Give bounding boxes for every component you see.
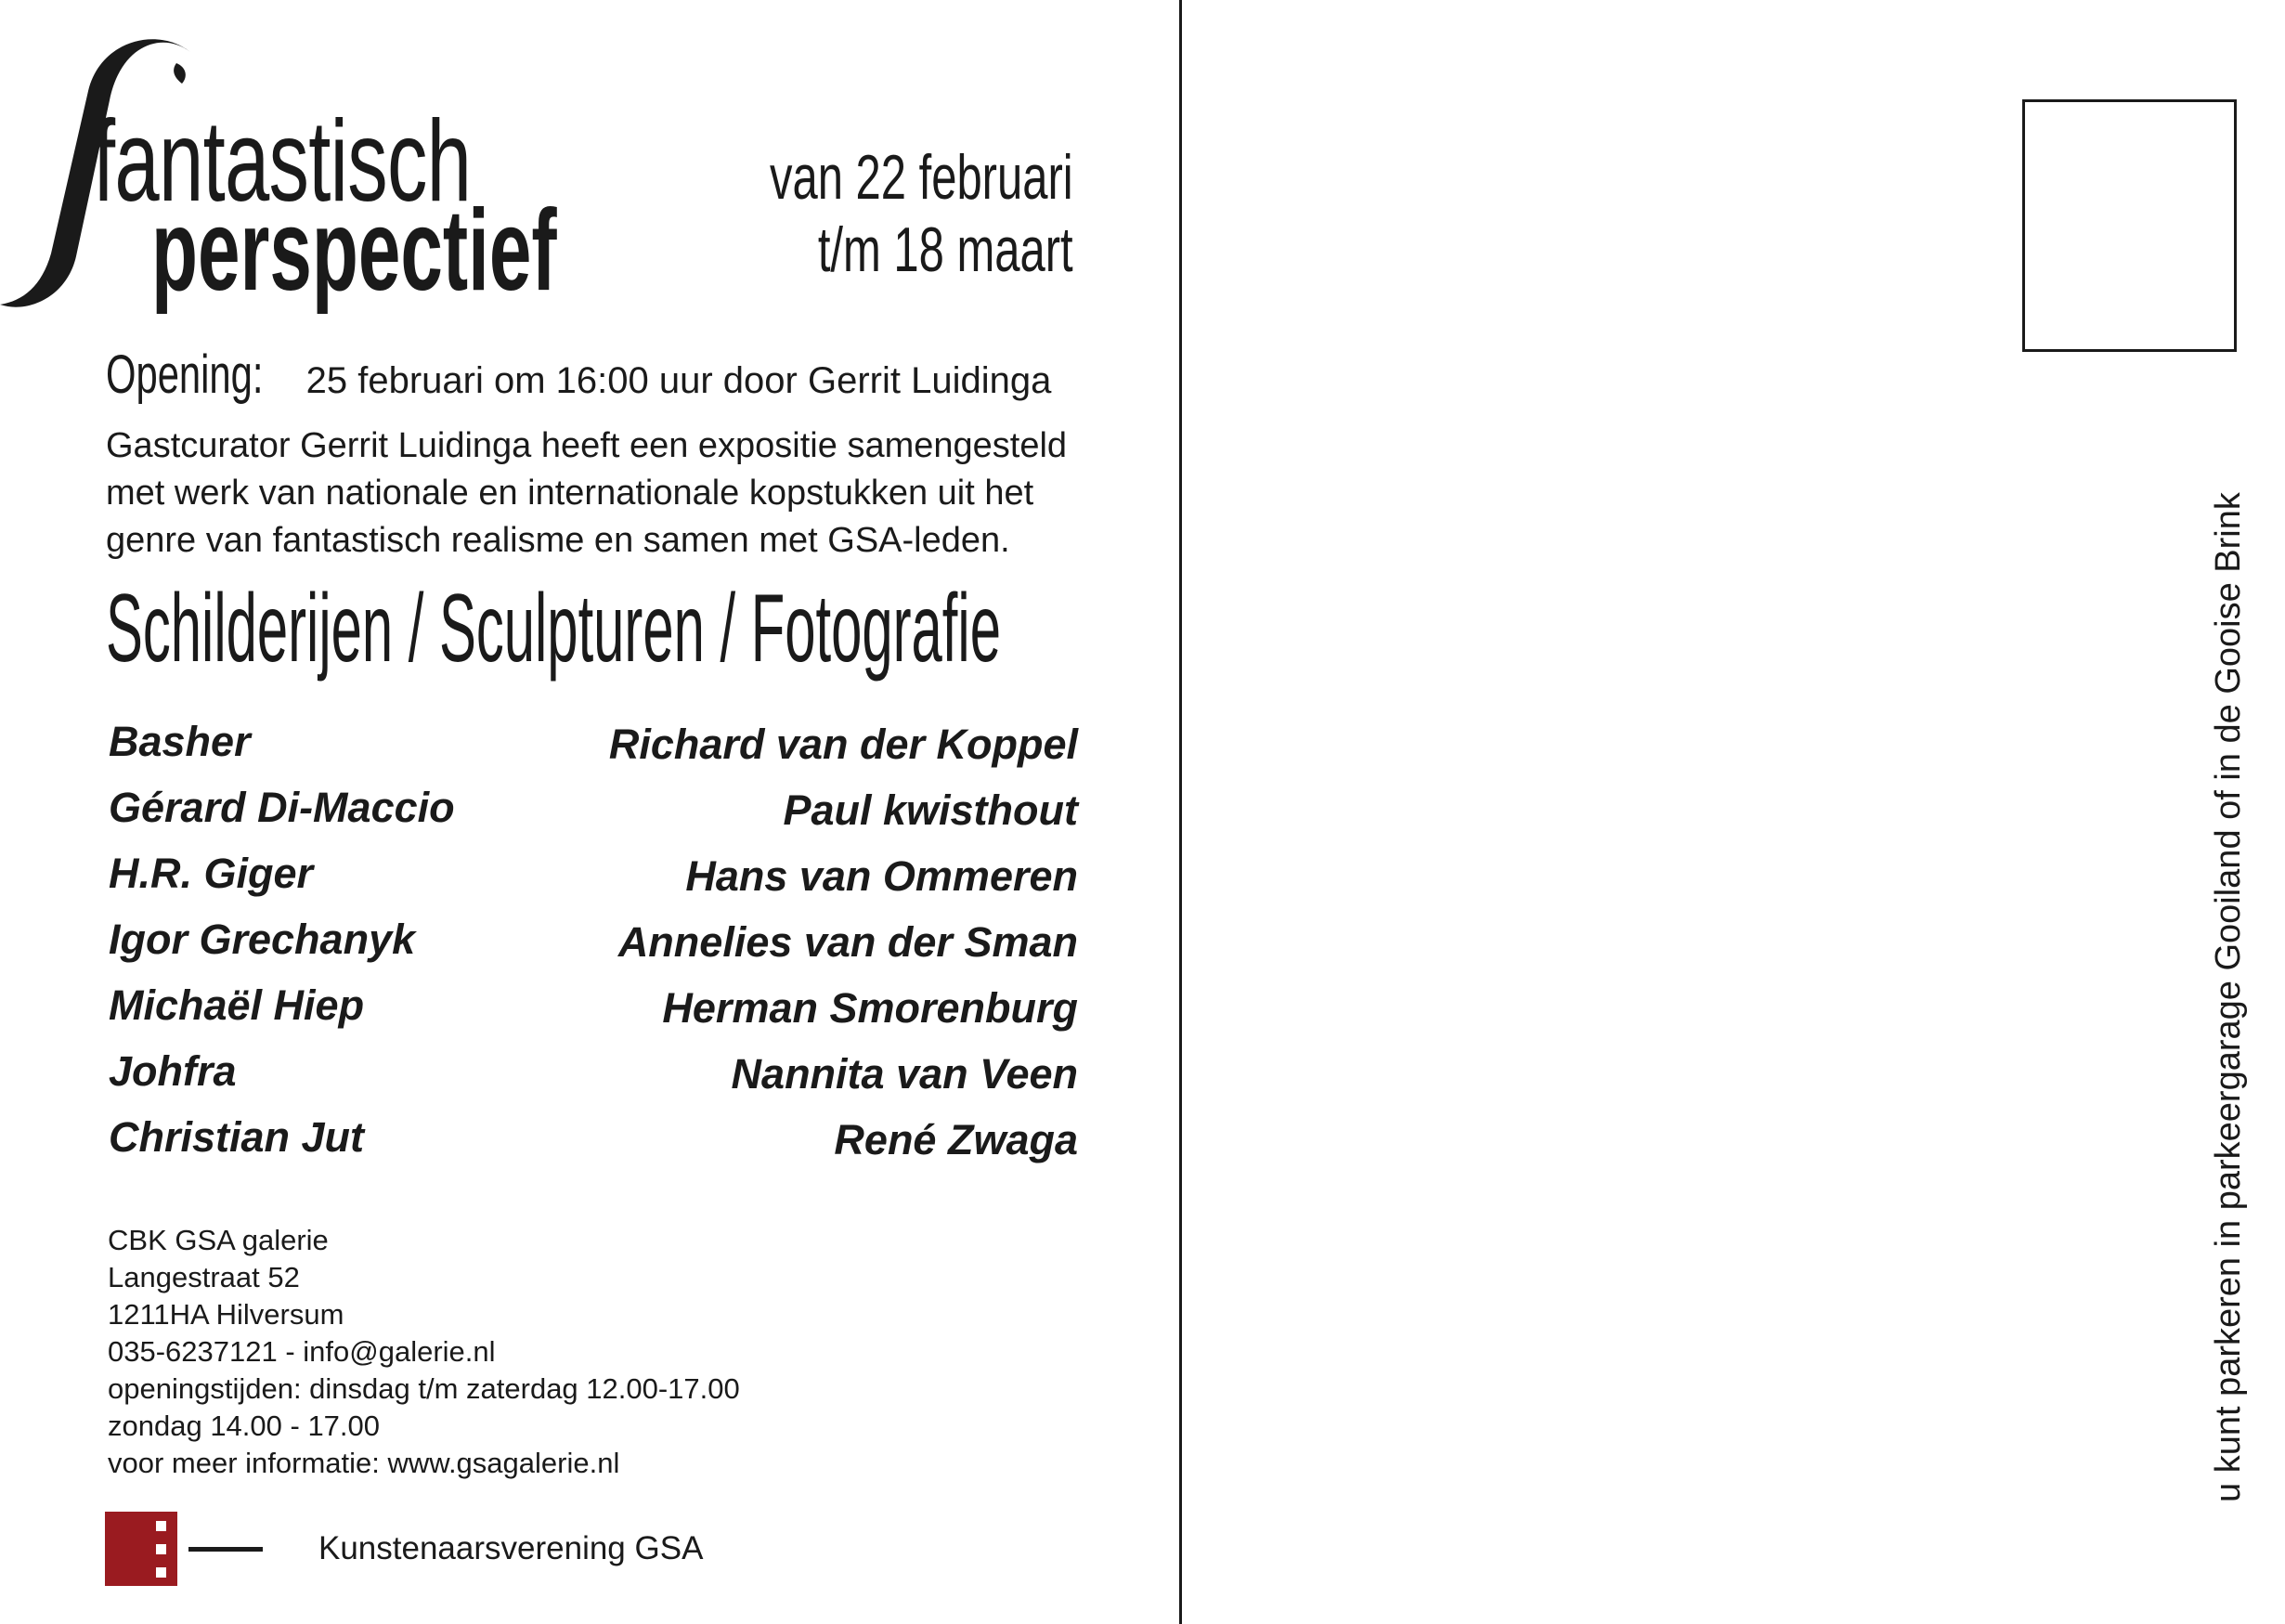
stamp-box <box>2022 99 2237 352</box>
intro-line-3: genre van fantastisch realisme en samen met GSA-leden. <box>106 521 1010 560</box>
address-line: 1211HA Hilversum <box>108 1298 344 1331</box>
artists-list-left <box>109 708 455 1170</box>
contact-line: 035-6237121 - info@galerie.nl <box>108 1335 496 1368</box>
artists-list-right <box>609 711 1078 1173</box>
intro-paragraph <box>106 422 1090 565</box>
artist-name: René Zwaga <box>834 1116 1078 1163</box>
artist-name: Annelies van der Sman <box>617 918 1078 966</box>
parking-note: u kunt parkeren in parkeergarage Gooiland of in de Gooise Brink <box>2209 492 2248 1502</box>
artist-name: H.R. Giger <box>109 850 314 897</box>
address-line: Langestraat 52 <box>108 1261 300 1293</box>
postcard-divider <box>1179 0 1182 1624</box>
opening-text: 25 februari om 16:00 uur door Gerrit Luidinga <box>305 360 1052 401</box>
gsa-logo-icon <box>105 1512 263 1586</box>
exhibition-dates <box>770 141 1073 286</box>
artist-name: Gérard Di-Maccio <box>109 784 455 831</box>
intro-line-1: Gastcurator Gerrit Luidinga heeft een expositie samengesteld <box>106 426 1068 465</box>
artist-name: Igor Grechanyk <box>109 916 416 963</box>
title-line-1: fantastisch <box>93 97 472 226</box>
artist-name: Michaël Hiep <box>109 981 365 1029</box>
website-line: voor meer informatie: www.gsagalerie.nl <box>108 1447 620 1479</box>
opening-label: Opening: <box>106 344 264 405</box>
title-line-2: perspectief <box>151 187 557 315</box>
artist-name: Herman Smorenburg <box>662 984 1078 1032</box>
artist-name: Paul kwisthout <box>783 786 1078 834</box>
disciplines-heading: Schilderijen / Sculpturen / Fotografie <box>106 575 1001 682</box>
address-line: CBK GSA galerie <box>108 1224 329 1256</box>
dates-line-1: van 22 februari <box>770 142 1073 213</box>
intro-line-2: met werk van nationale en internationale kopstukken uit het <box>106 474 1034 513</box>
artist-name: Basher <box>109 718 251 765</box>
artist-name: Christian Jut <box>109 1113 365 1161</box>
artist-name: Nannita van Veen <box>731 1050 1078 1098</box>
dates-line-2: t/m 18 maart <box>818 214 1073 285</box>
opening-hours-line: openingstijden: dinsdag t/m zaterdag 12.00-17.00 <box>108 1372 740 1405</box>
artist-name: Richard van der Koppel <box>608 721 1078 768</box>
opening-line <box>106 344 1051 406</box>
gallery-address <box>108 1222 740 1482</box>
artist-name: Johfra <box>109 1047 237 1095</box>
opening-hours-line: zondag 14.00 - 17.00 <box>108 1410 381 1442</box>
artist-name: Hans van Ommeren <box>685 852 1078 900</box>
organization-name: Kunstenaarsverening GSA <box>318 1530 704 1566</box>
